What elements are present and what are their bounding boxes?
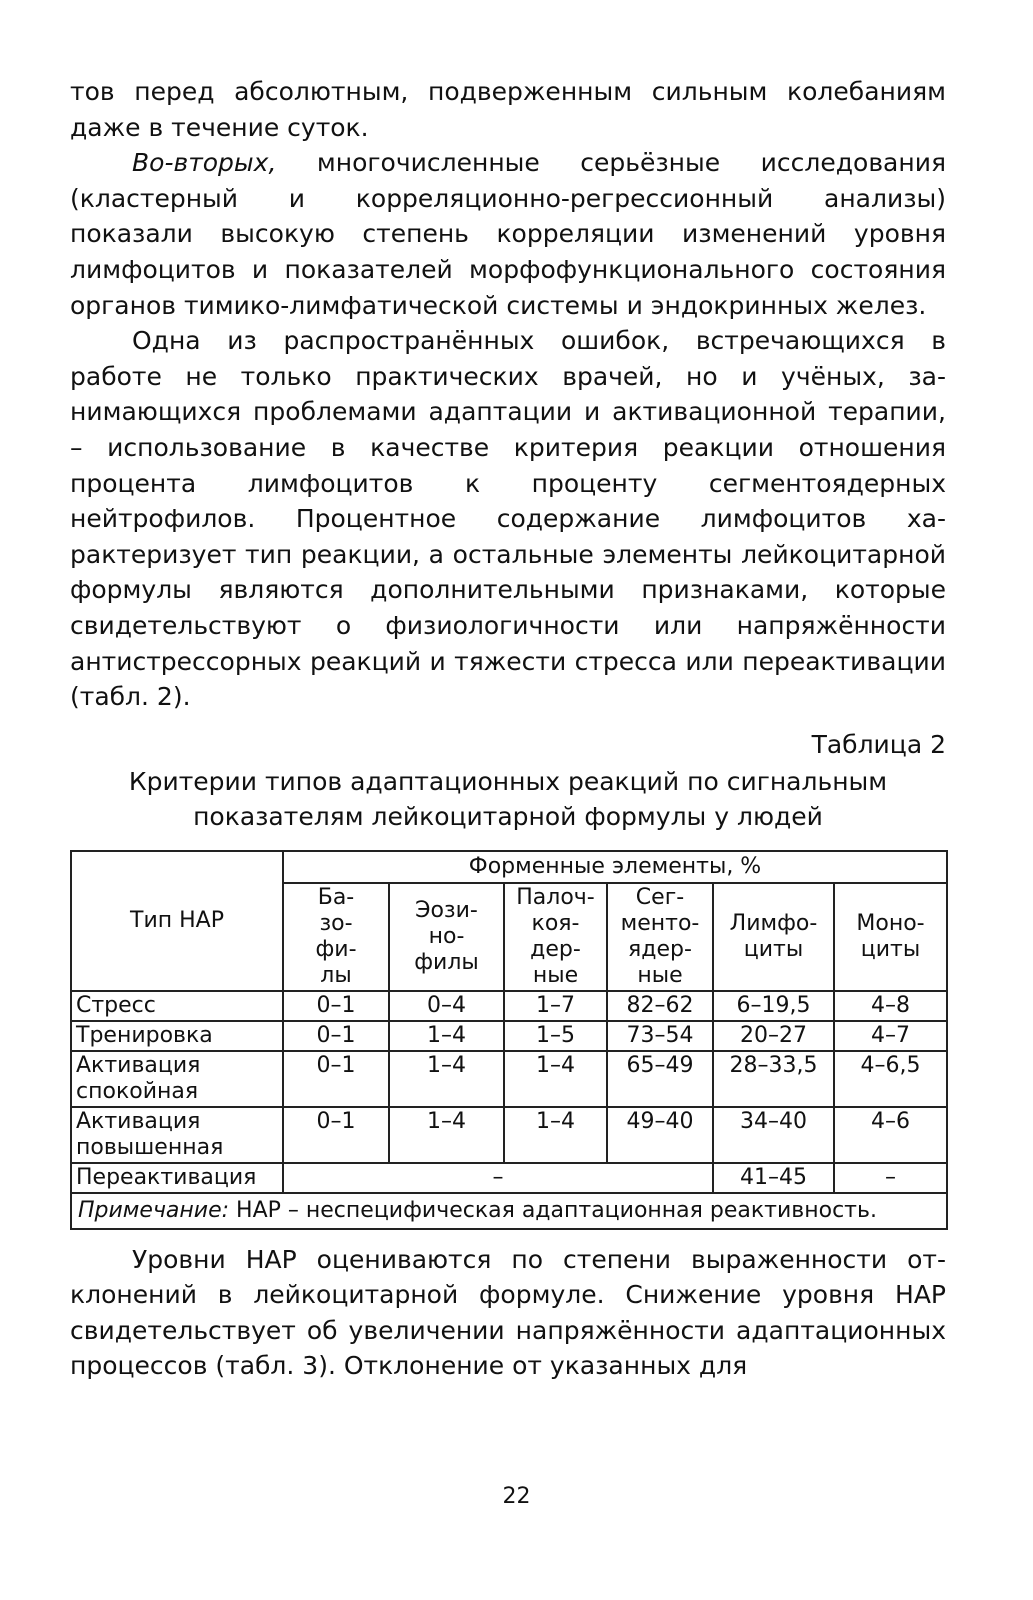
- cell-band: 1–4: [504, 1107, 607, 1163]
- note-label: Примечание:: [78, 1197, 230, 1223]
- cell-monocytes: 4–6,5: [834, 1051, 947, 1107]
- cell-monocytes: –: [834, 1163, 947, 1193]
- table-row-training: [71, 1021, 947, 1051]
- paragraph-2-text: многочисленные серьёзные исследования (кластерный и корреляционно-регрессионный анализы) показали высокую степень корреляции изменений уровня лимфоцитов и показателей морфофункционального состояния органов тимико-лимфатической системы и эндокринных желез.: [70, 148, 946, 320]
- table-row-reactivation: [71, 1163, 947, 1193]
- header-segmented: Сег- менто- ядер- ные: [607, 883, 713, 991]
- paragraph-3: Одна из распространённых ошибок, встречающихся в работе не только практических врачей, но и учёных, занимающихся проблемами адаптации и активационной терапии, – использование в качестве критерия реакции отношения процента лимфоцитов к проценту сегментоядерных нейтрофилов. Процентное содержание лимфоцитов характеризует тип реакции, а остальные элементы лейкоцитарной формулы являются дополнительными признаками, которые свидетельствуют о физиологичности или напряжённости антистрессорных реакций и тяжести стресса или переактивации (табл. 2).: [70, 326, 946, 712]
- cell-type: Активация повышенная: [71, 1107, 283, 1163]
- header-monocytes: Моно- циты: [834, 883, 947, 991]
- header-band: Палоч- коя- дер- ные: [504, 883, 607, 991]
- table-title-line-1: Критерии типов адаптационных реакций по сигнальным: [128, 766, 888, 796]
- cell-type: Переактивация: [71, 1163, 283, 1193]
- cell-eosinophils: 1–4: [389, 1021, 504, 1051]
- cell-monocytes: 4–7: [834, 1021, 947, 1051]
- cell-band: 1–4: [504, 1051, 607, 1107]
- cell-segmented: 49–40: [607, 1107, 713, 1163]
- table-row-calm-activation: [71, 1051, 947, 1107]
- cell-segmented: 82–62: [607, 991, 713, 1021]
- paragraph-1: тов перед абсолютным, подверженным сильным колебаниям даже в течение суток.: [70, 77, 946, 142]
- cell-lymphocytes: 6–19,5: [713, 991, 834, 1021]
- table-row-increased-activation: [71, 1107, 947, 1163]
- cell-band: 1–5: [504, 1021, 607, 1051]
- cell-basophils: 0–1: [283, 1107, 389, 1163]
- header-basophils: Ба- зо- фи- лы: [283, 883, 389, 991]
- cell-monocytes: 4–6: [834, 1107, 947, 1163]
- cell-basophils: 0–1: [283, 1021, 389, 1051]
- cell-monocytes: 4–8: [834, 991, 947, 1021]
- header-eosinophils: Эози- но- филы: [389, 883, 504, 991]
- table-note-row: [71, 1193, 947, 1229]
- cell-segmented: 65–49: [607, 1051, 713, 1107]
- table-title-line-2: показателям лейкоцитарной формулы у людей: [193, 801, 823, 831]
- cell-type: Тренировка: [71, 1021, 283, 1051]
- cell-eosinophils: 0–4: [389, 991, 504, 1021]
- cell-merged-dash: –: [283, 1163, 713, 1193]
- header-type: Тип НАР: [71, 851, 283, 991]
- paragraph-2: [70, 145, 946, 323]
- table-header-row-1: [71, 851, 947, 883]
- cell-eosinophils: 1–4: [389, 1051, 504, 1107]
- note-text: НАР – неспецифическая адаптационная реактивность.: [229, 1197, 877, 1223]
- cell-basophils: 0–1: [283, 1051, 389, 1107]
- cell-type: Активация спокойная: [71, 1051, 283, 1107]
- page-content: [70, 74, 946, 1384]
- cell-eosinophils: 1–4: [389, 1107, 504, 1163]
- cell-type: Стресс: [71, 991, 283, 1021]
- cell-segmented: 73–54: [607, 1021, 713, 1051]
- criteria-table: [70, 850, 948, 1230]
- cell-lymphocytes: 41–45: [713, 1163, 834, 1193]
- header-lymphocytes: Лимфо- циты: [713, 883, 834, 991]
- header-formed-elements: Форменные элементы, %: [283, 851, 947, 883]
- table-number: Таблица 2: [811, 729, 946, 759]
- cell-band: 1–7: [504, 991, 607, 1021]
- table-row-stress: [71, 991, 947, 1021]
- table-note: [71, 1193, 947, 1229]
- cell-basophils: 0–1: [283, 991, 389, 1021]
- cell-lymphocytes: 20–27: [713, 1021, 834, 1051]
- paragraph-2-emphasis: Во-вторых,: [132, 148, 277, 178]
- page-number: 22: [502, 1484, 531, 1509]
- paragraph-4: Уровни НАР оцениваются по степени выраженности отклонений в лейкоцитарной формуле. Снижение уровня НАР свидетельствует об увеличении напряжённости адаптационных процессов (табл. 3). Отклонение от указанных для: [70, 1244, 946, 1381]
- cell-lymphocytes: 28–33,5: [713, 1051, 834, 1107]
- table-title: [70, 764, 946, 834]
- cell-lymphocytes: 34–40: [713, 1107, 834, 1163]
